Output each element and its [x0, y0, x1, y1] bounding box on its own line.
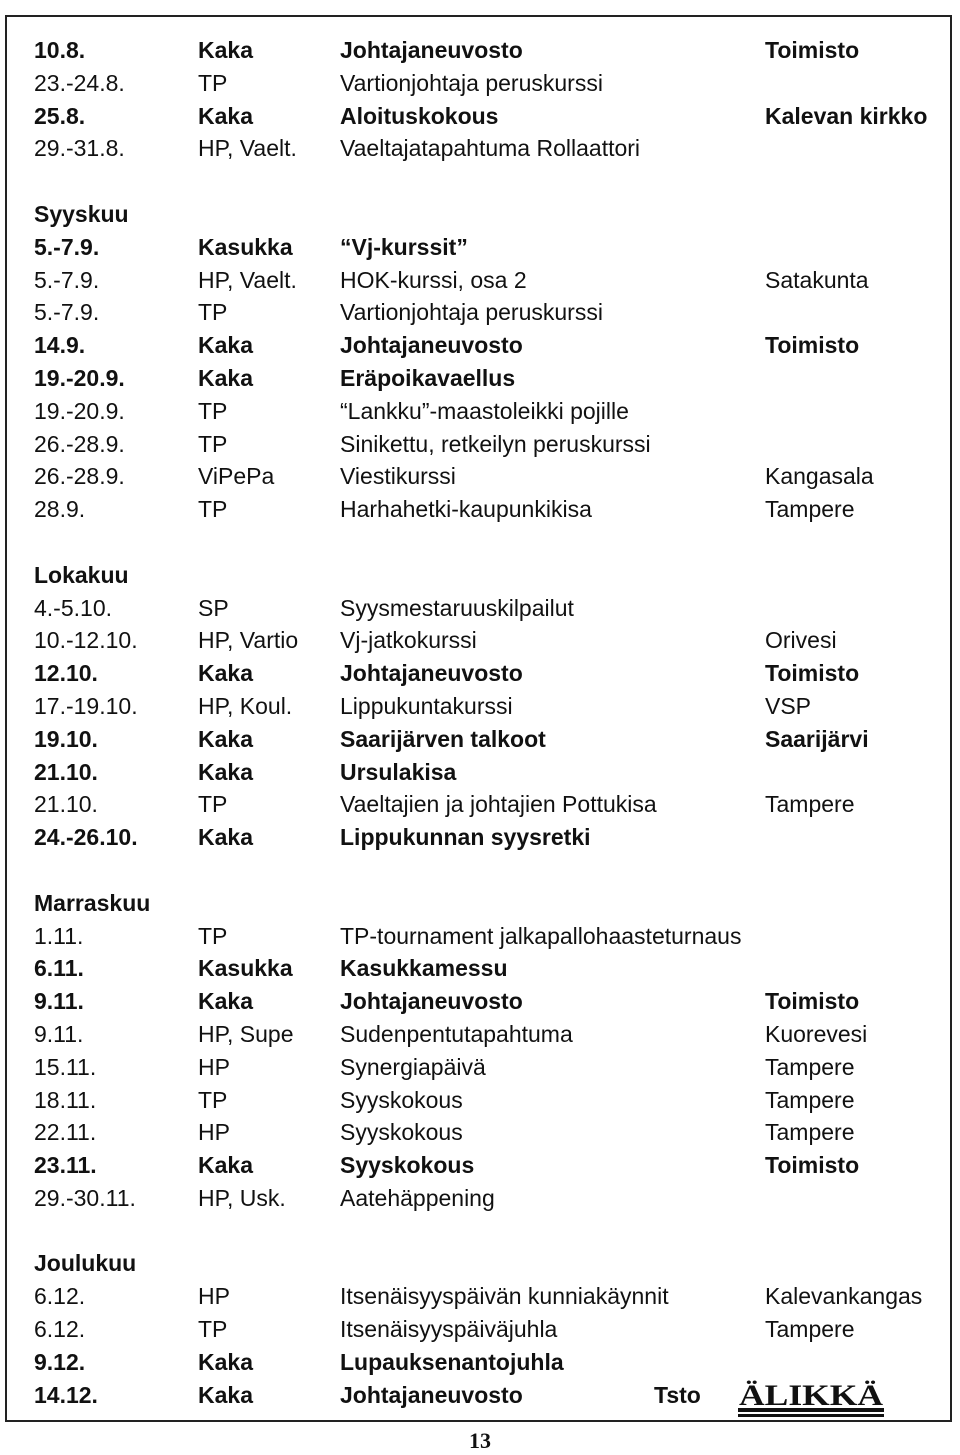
event-title: Sudenpentutapahtuma [340, 1020, 573, 1047]
event-location: Kuorevesi [765, 1020, 868, 1047]
event-title: Syyskokous [340, 1119, 463, 1146]
event-row [34, 362, 954, 395]
event-title: HOK-kurssi, osa 2 [340, 266, 527, 293]
event-date: 25.8. [34, 102, 86, 129]
event-organizer: Kaka [198, 725, 253, 752]
event-row [34, 985, 954, 1018]
event-date: 23.-24.8. [34, 69, 125, 96]
event-organizer: HP, Koul. [198, 692, 293, 719]
event-row [34, 952, 954, 985]
event-organizer: HP, Usk. [198, 1184, 286, 1211]
event-organizer: TP [198, 69, 228, 96]
event-location: Tampere [765, 1316, 855, 1343]
event-title: Vaeltajien ja johtajien Pottukisa [340, 791, 657, 818]
event-title: Syyskokous [340, 1152, 475, 1179]
event-location: Satakunta [765, 266, 869, 293]
event-title: Johtajaneuvosto [340, 332, 523, 359]
event-date: 5.-7.9. [34, 233, 100, 260]
event-organizer: TP [198, 1316, 228, 1343]
event-row [34, 756, 954, 789]
event-title: Sinikettu, retkeilyn peruskurssi [340, 430, 651, 457]
event-organizer: TP [198, 1086, 228, 1113]
event-row [34, 34, 954, 67]
event-location: VSP [765, 692, 812, 719]
event-title: Vartionjohtaja peruskurssi [340, 69, 603, 96]
event-title: “Lankku”-maastoleikki pojille [340, 397, 629, 424]
event-date: 23.11. [34, 1152, 97, 1179]
event-title: Itsenäisyyspäivän kunniakäynnit [340, 1283, 669, 1310]
section-spacer [34, 854, 954, 887]
event-organizer: Kasukka [198, 233, 293, 260]
event-date: 26.-28.9. [34, 463, 125, 490]
event-row [34, 920, 954, 953]
event-row [34, 1116, 954, 1149]
event-date: 5.-7.9. [34, 299, 100, 326]
event-date: 19.10. [34, 725, 98, 752]
event-organizer: Kaka [198, 1348, 253, 1375]
alikka-logo [736, 1372, 886, 1422]
event-row [34, 723, 954, 756]
event-row [34, 1084, 954, 1117]
event-location: Toimisto [765, 988, 860, 1015]
event-organizer: TP [198, 430, 228, 457]
event-title: Synergiapäivä [340, 1053, 486, 1080]
event-organizer: TP [198, 922, 228, 949]
event-row [34, 657, 954, 690]
event-date: 19.-20.9. [34, 364, 125, 391]
event-title: Lupauksenantojuhla [340, 1348, 564, 1375]
page-number: 13 [469, 1428, 491, 1453]
event-title: Eräpoikavaellus [340, 364, 516, 391]
event-location: Toimisto [765, 660, 860, 687]
event-organizer: TP [198, 496, 228, 523]
event-date: 6.11. [34, 955, 84, 982]
svg-text:ÄLIKKÄ: ÄLIKKÄ [739, 1379, 884, 1412]
section-spacer [34, 526, 954, 559]
event-title: Vj-jatkokurssi [340, 627, 477, 654]
event-date: 17.-19.10. [34, 692, 138, 719]
event-organizer: Kaka [198, 824, 253, 851]
event-organizer: HP, Supe [198, 1020, 294, 1047]
event-location: Tampere [765, 1119, 855, 1146]
event-row [34, 788, 954, 821]
event-location: Tampere [765, 1086, 855, 1113]
event-title: Johtajaneuvosto [340, 1381, 523, 1408]
event-organizer: SP [198, 594, 229, 621]
event-location: Toimisto [765, 37, 860, 63]
event-date: 21.10. [34, 758, 98, 785]
event-date: 14.9. [34, 332, 86, 359]
event-location: Tampere [765, 1053, 855, 1080]
event-organizer: HP [198, 1053, 230, 1080]
event-title: Ursulakisa [340, 758, 457, 785]
event-date: 21.10. [34, 791, 98, 818]
month-heading: Marraskuu [34, 889, 151, 916]
event-location: Tampere [765, 791, 855, 818]
event-title: Viestikurssi [340, 463, 456, 490]
event-row [34, 395, 954, 428]
event-row [34, 1313, 954, 1346]
event-row [34, 1280, 954, 1313]
event-title: Saarijärven talkoot [340, 725, 546, 752]
event-row [34, 296, 954, 329]
event-row [34, 592, 954, 625]
event-location: Kalevankangas [765, 1283, 923, 1310]
event-date: 19.-20.9. [34, 397, 125, 424]
event-organizer: Kaka [198, 758, 253, 785]
event-title: Syyskokous [340, 1086, 463, 1113]
event-row [34, 428, 954, 461]
event-organizer: TP [198, 299, 228, 326]
event-organizer: ViPePa [198, 463, 275, 490]
event-title: “Vj-kurssit” [340, 233, 468, 260]
event-date: 15.11. [34, 1053, 97, 1080]
event-title: Vartionjohtaja peruskurssi [340, 299, 603, 326]
event-date: 6.12. [34, 1283, 86, 1310]
event-organizer: HP [198, 1119, 230, 1146]
event-title: Lippukunnan syysretki [340, 824, 591, 851]
event-location: Toimisto [765, 1152, 860, 1179]
event-row [34, 67, 954, 100]
event-row [34, 1149, 954, 1182]
event-row [34, 624, 954, 657]
event-organizer: HP [198, 1283, 230, 1310]
event-organizer: Kaka [198, 1152, 253, 1179]
event-title: Lippukuntakurssi [340, 692, 513, 719]
event-row [34, 493, 954, 526]
event-location: Orivesi [765, 627, 837, 654]
event-row [34, 329, 954, 362]
event-date: 6.12. [34, 1316, 86, 1343]
event-date: 5.-7.9. [34, 266, 100, 293]
event-date: 14.12. [34, 1381, 98, 1408]
section-spacer [34, 165, 954, 198]
event-date: 24.-26.10. [34, 824, 138, 851]
event-date: 10.8. [34, 37, 86, 63]
event-organizer: Kaka [198, 37, 253, 63]
event-date: 4.-5.10. [34, 594, 112, 621]
event-title: Johtajaneuvosto [340, 37, 523, 63]
event-organizer: Kaka [198, 660, 253, 687]
event-organizer: TP [198, 791, 228, 818]
event-date: 12.10. [34, 660, 98, 687]
event-row [34, 1051, 954, 1084]
event-location: Saarijärvi [765, 725, 869, 752]
event-date: 9.11. [34, 988, 84, 1015]
event-title: Aloituskokous [340, 102, 499, 129]
event-date: 18.11. [34, 1086, 97, 1113]
event-organizer: Kaka [198, 364, 253, 391]
event-location: Kalevan kirkko [765, 102, 928, 129]
section-spacer [34, 1215, 954, 1248]
event-title: TP-tournament jalkapallohaasteturnaus [340, 922, 742, 949]
event-title: Syysmestaruuskilpailut [340, 594, 574, 621]
event-row [34, 231, 954, 264]
event-row [34, 100, 954, 133]
event-title: Johtajaneuvosto [340, 660, 523, 687]
event-row [34, 821, 954, 854]
event-title: Johtajaneuvosto [340, 988, 523, 1015]
event-date: 29.-31.8. [34, 135, 125, 162]
event-date: 26.-28.9. [34, 430, 125, 457]
event-organizer: HP, Vartio [198, 627, 299, 654]
event-organizer: Kaka [198, 332, 253, 359]
event-location: Kangasala [765, 463, 874, 490]
event-title: Aatehäppening [340, 1184, 495, 1211]
event-location: Tsto [654, 1381, 701, 1408]
event-organizer: Kaka [198, 1381, 253, 1408]
event-row [34, 1182, 954, 1215]
event-row [34, 460, 954, 493]
event-row [34, 264, 954, 297]
event-date: 29.-30.11. [34, 1184, 136, 1211]
event-date: 10.-12.10. [34, 627, 138, 654]
event-location: Toimisto [765, 332, 860, 359]
event-organizer: HP, Vaelt. [198, 135, 297, 162]
event-organizer: Kaka [198, 102, 253, 129]
event-organizer: HP, Vaelt. [198, 266, 297, 293]
event-organizer: TP [198, 397, 228, 424]
event-date: 28.9. [34, 496, 86, 523]
event-title: Vaeltajatapahtuma Rollaattori [340, 135, 641, 162]
event-row [34, 1018, 954, 1051]
event-location: Tampere [765, 496, 855, 523]
event-row [34, 132, 954, 165]
month-heading: Lokakuu [34, 561, 129, 588]
event-date: 1.11. [34, 922, 84, 949]
event-title: Itsenäisyyspäiväjuhla [340, 1316, 558, 1343]
month-heading: Joulukuu [34, 1250, 137, 1277]
event-calendar [34, 34, 954, 1411]
event-organizer: Kasukka [198, 955, 293, 982]
event-title: Harhahetki-kaupunkikisa [340, 496, 592, 523]
event-organizer: Kaka [198, 988, 253, 1015]
event-date: 9.11. [34, 1020, 84, 1047]
event-date: 9.12. [34, 1348, 86, 1375]
event-date: 22.11. [34, 1119, 97, 1146]
event-row [34, 690, 954, 723]
event-title: Kasukkamessu [340, 955, 508, 982]
month-heading: Syyskuu [34, 200, 129, 227]
